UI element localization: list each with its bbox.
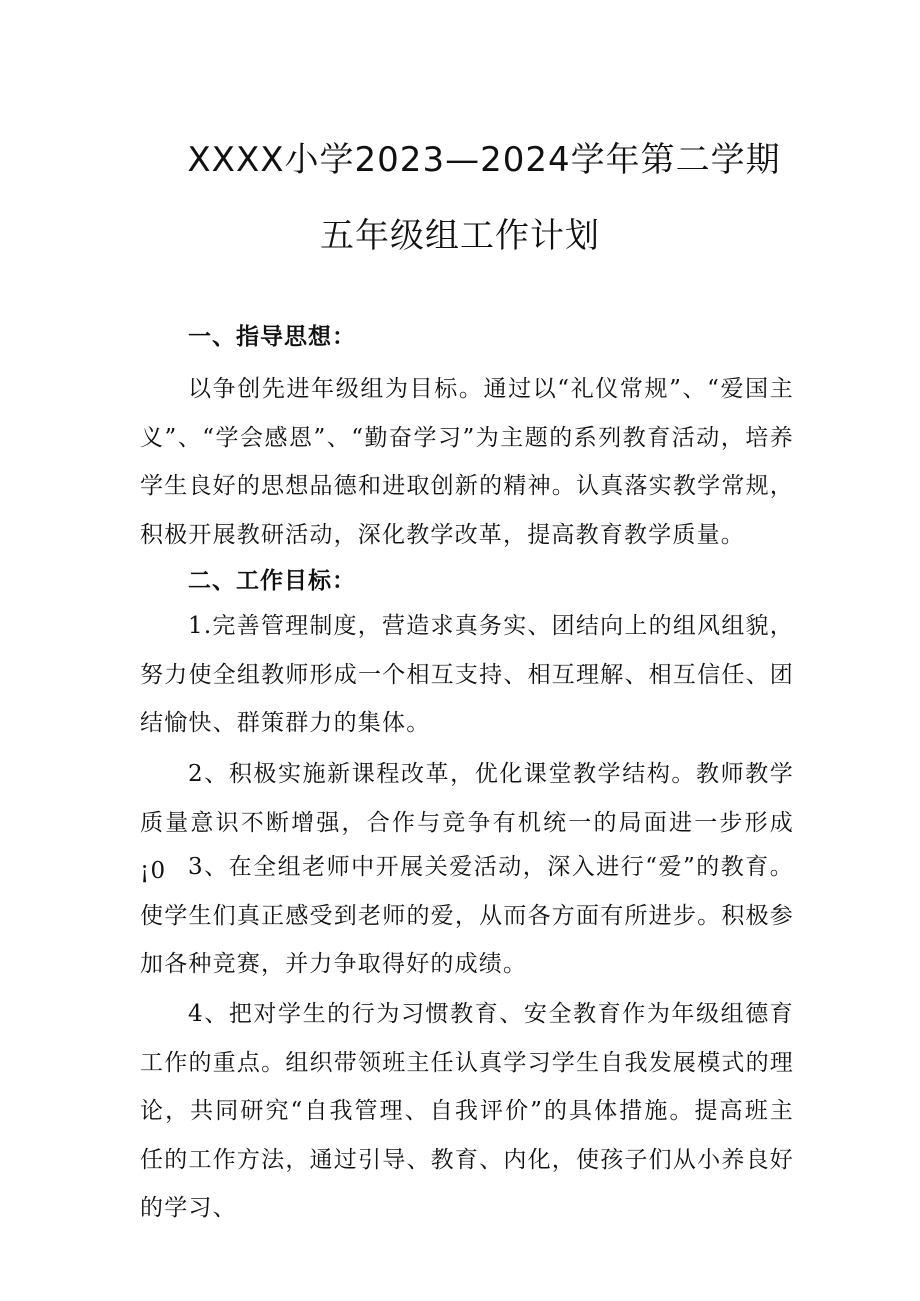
document-subtitle: 五年级组工作计划 bbox=[320, 216, 600, 256]
paragraph-goal-4: 4、把对学生的行为习惯教育、安全教育作为年级组德育工作的重点。组织带领班主任认真学习学生自我发展模式的理论，共同研究“自我管理、自我评价”的具体措施。提高班主任的工作方法，通过引导、教育、内化，使孩子们从小养良好的学习、 bbox=[140, 1001, 794, 1221]
paragraph-guiding-thought: 以争创先进年级组为目标。通过以“礼仪常规”、“爱国主义”、“学会感恩”、“勤奋学习”为主题的系列教育活动，培养学生良好的思想品德和进取创新的精神。认真落实教学常规，积极开展教研活动，深化教学改革，提高教育教学质量。 bbox=[140, 376, 794, 548]
section-heading-guiding-thought: 一、指导思想： bbox=[188, 324, 356, 350]
paragraph-goal-2: 2、积极实施新课程改革，优化课堂教学结构。教师教学质量意识不断增强，合作与竞争有机统一的局面进一步形成¡0 bbox=[140, 761, 794, 884]
paragraph-goal-1: 1.完善管理制度，营造求真务实、团结向上的组风组貌，努力使全组教师形成一个相互支持、相互理解、相互信任、团结愉快、群策群力的集体。 bbox=[140, 613, 794, 736]
document-title: XXXX小学2023—2024学年第二学期 bbox=[187, 140, 781, 180]
paragraph-goal-3: 3、在全组老师中开展关爱活动，深入进行“爱”的教育。使学生们真正感受到老师的爱，从而各方面有所进步。积极参加各种竞赛，并力争取得好的成绩。 bbox=[140, 854, 794, 977]
section-heading-work-goals: 二、工作目标： bbox=[188, 568, 356, 594]
